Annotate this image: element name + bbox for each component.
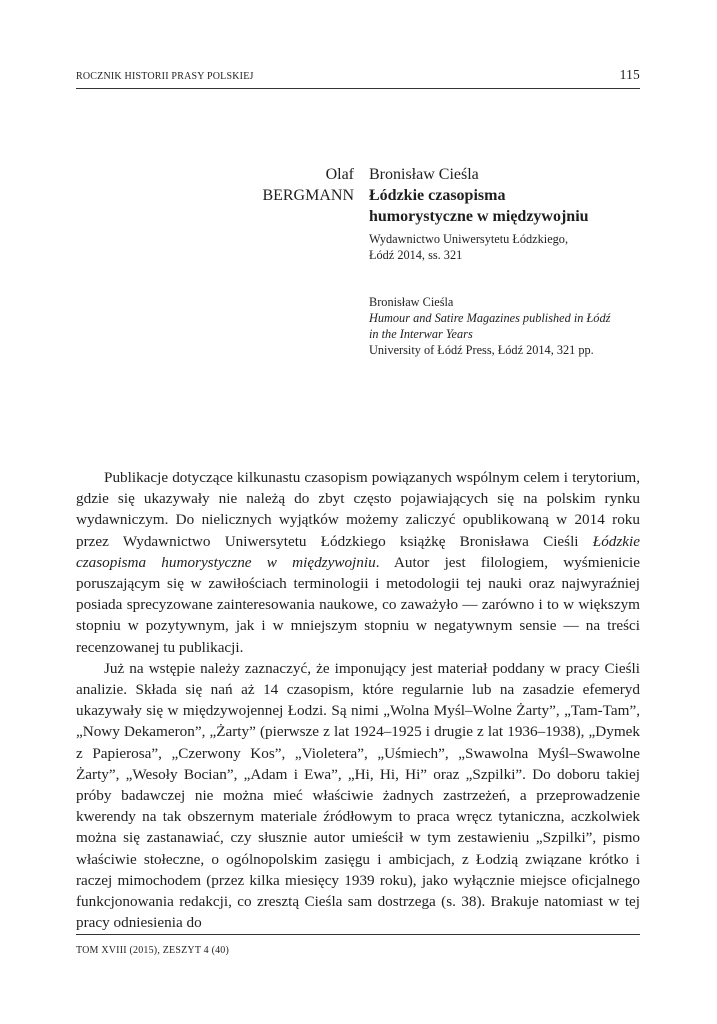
book-title-line-2: humorystyczne w międzywojniu — [369, 208, 589, 225]
issue-info: TOM XVIII (2015), ZESZYT 4 (40) — [76, 945, 230, 956]
journal-title: ROCZNIK HISTORII PRASY POLSKIEJ — [76, 71, 254, 82]
book-publication-info — [369, 231, 639, 263]
running-head — [76, 68, 640, 84]
en-book-publisher: University of Łódź Press, Łódź 2014, 321 pp. — [369, 343, 594, 357]
paragraph-1-text: Publikacje dotyczące kilkunastu czasopism powiązanych wspólnym celem i terytorium, gdzie się ukazywały nie należą do zbyt często pojawiających się na polskim rynku wydawniczym. Do nielicznych wyjątków możemy zaliczyć opublikowaną w 2014 roku przez Wydawnictwo Uniwersytetu Łódzkiego książkę Bronisława Cieśli — [76, 469, 640, 550]
paragraph-1-text-end: . Autor jest filologiem, wyśmienicie poruszającym się w zawiłościach terminologii i metodologii tej nauki oraz najwyraźniej posiada sprecyzowane zainteresowania naukowe, co zaważyło — zarówno i to w większym stopniu w pozytywnym, jak i w mniejszym stopniu w negatywnym sensie — na treści recenzowanej tu publikacji. — [76, 553, 641, 656]
reviewer-first-name: Olaf — [325, 166, 354, 183]
book-title-inline: Łódzkie czasopisma humorystyczne w międzywojniu — [76, 532, 640, 571]
book-publisher: Wydawnictwo Uniwersytetu Łódzkiego, — [369, 232, 569, 246]
reviewer-last-name: BERGMANN — [262, 187, 354, 204]
book-author: Bronisław Cieśla — [369, 166, 479, 183]
paragraph-2: Już na wstępie należy zaznaczyć, że imponujący jest materiał poddany w pracy Cieśli analizie. Składa się nań aż 14 czasopism, które regularnie lub na zasadzie efemeryd ukazywały się w międzywojennej Łodzi. Są nimi „Wolna Myśl–Wolne Żarty”, „Tam-Tam”, „Nowy Dekameron”, „Żarty” (pierwsze z lat 1924–1925 i drugie z lat 1936–1938), „Dymek z Papierosa”, „Czerwony Kos”, „Violetera”, „Uśmiech”, „Swawolna Myśl–Swawolne Żarty”, „Wesoły Bocian”, „Adam i Ewa”, „Hi, Hi, Hi” oraz „Szpilki”. Do doboru takiej próby badawczej nie można mieć właściwie żadnych zastrzeżeń, a przeprowadzenie kwerendy na tak obszernym materiale źródłowym to praca wręcz tytaniczna, aczkolwiek można się zastanawiać, czy słusznie autor umieścił w tym zestawieniu „Szpilki”, pismo właściwie stołeczne, o ogólnopolskim zasięgu i ambicjach, z Łodzią związane krótko i raczej mimochodem (przez kilka miesięcy 1939 roku), jako wyłącznie miejsce oficjalnego funkcjonowania redakcji, co zresztą Cieśla sam dostrzega (s. 38). Brakuje natomiast w tej pracy odniesienia do — [76, 659, 640, 932]
footer-rule — [76, 934, 640, 935]
header-rule — [76, 88, 640, 89]
paragraph-1 — [76, 467, 640, 658]
reviewed-book-english — [369, 294, 639, 358]
reviewed-book-polish — [369, 164, 639, 263]
page-number: 115 — [619, 67, 640, 82]
reviewer-name — [262, 164, 354, 206]
en-book-author: Bronisław Cieśla — [369, 295, 454, 309]
book-place-pages: Łódź 2014, ss. 321 — [369, 248, 463, 262]
en-book-title-line-1: Humour and Satire Magazines published in Łódź — [369, 311, 611, 325]
review-body — [76, 467, 640, 933]
book-title-line-1: Łódzkie czasopisma — [369, 187, 506, 204]
en-book-title-line-2: in the Interwar Years — [369, 327, 473, 341]
